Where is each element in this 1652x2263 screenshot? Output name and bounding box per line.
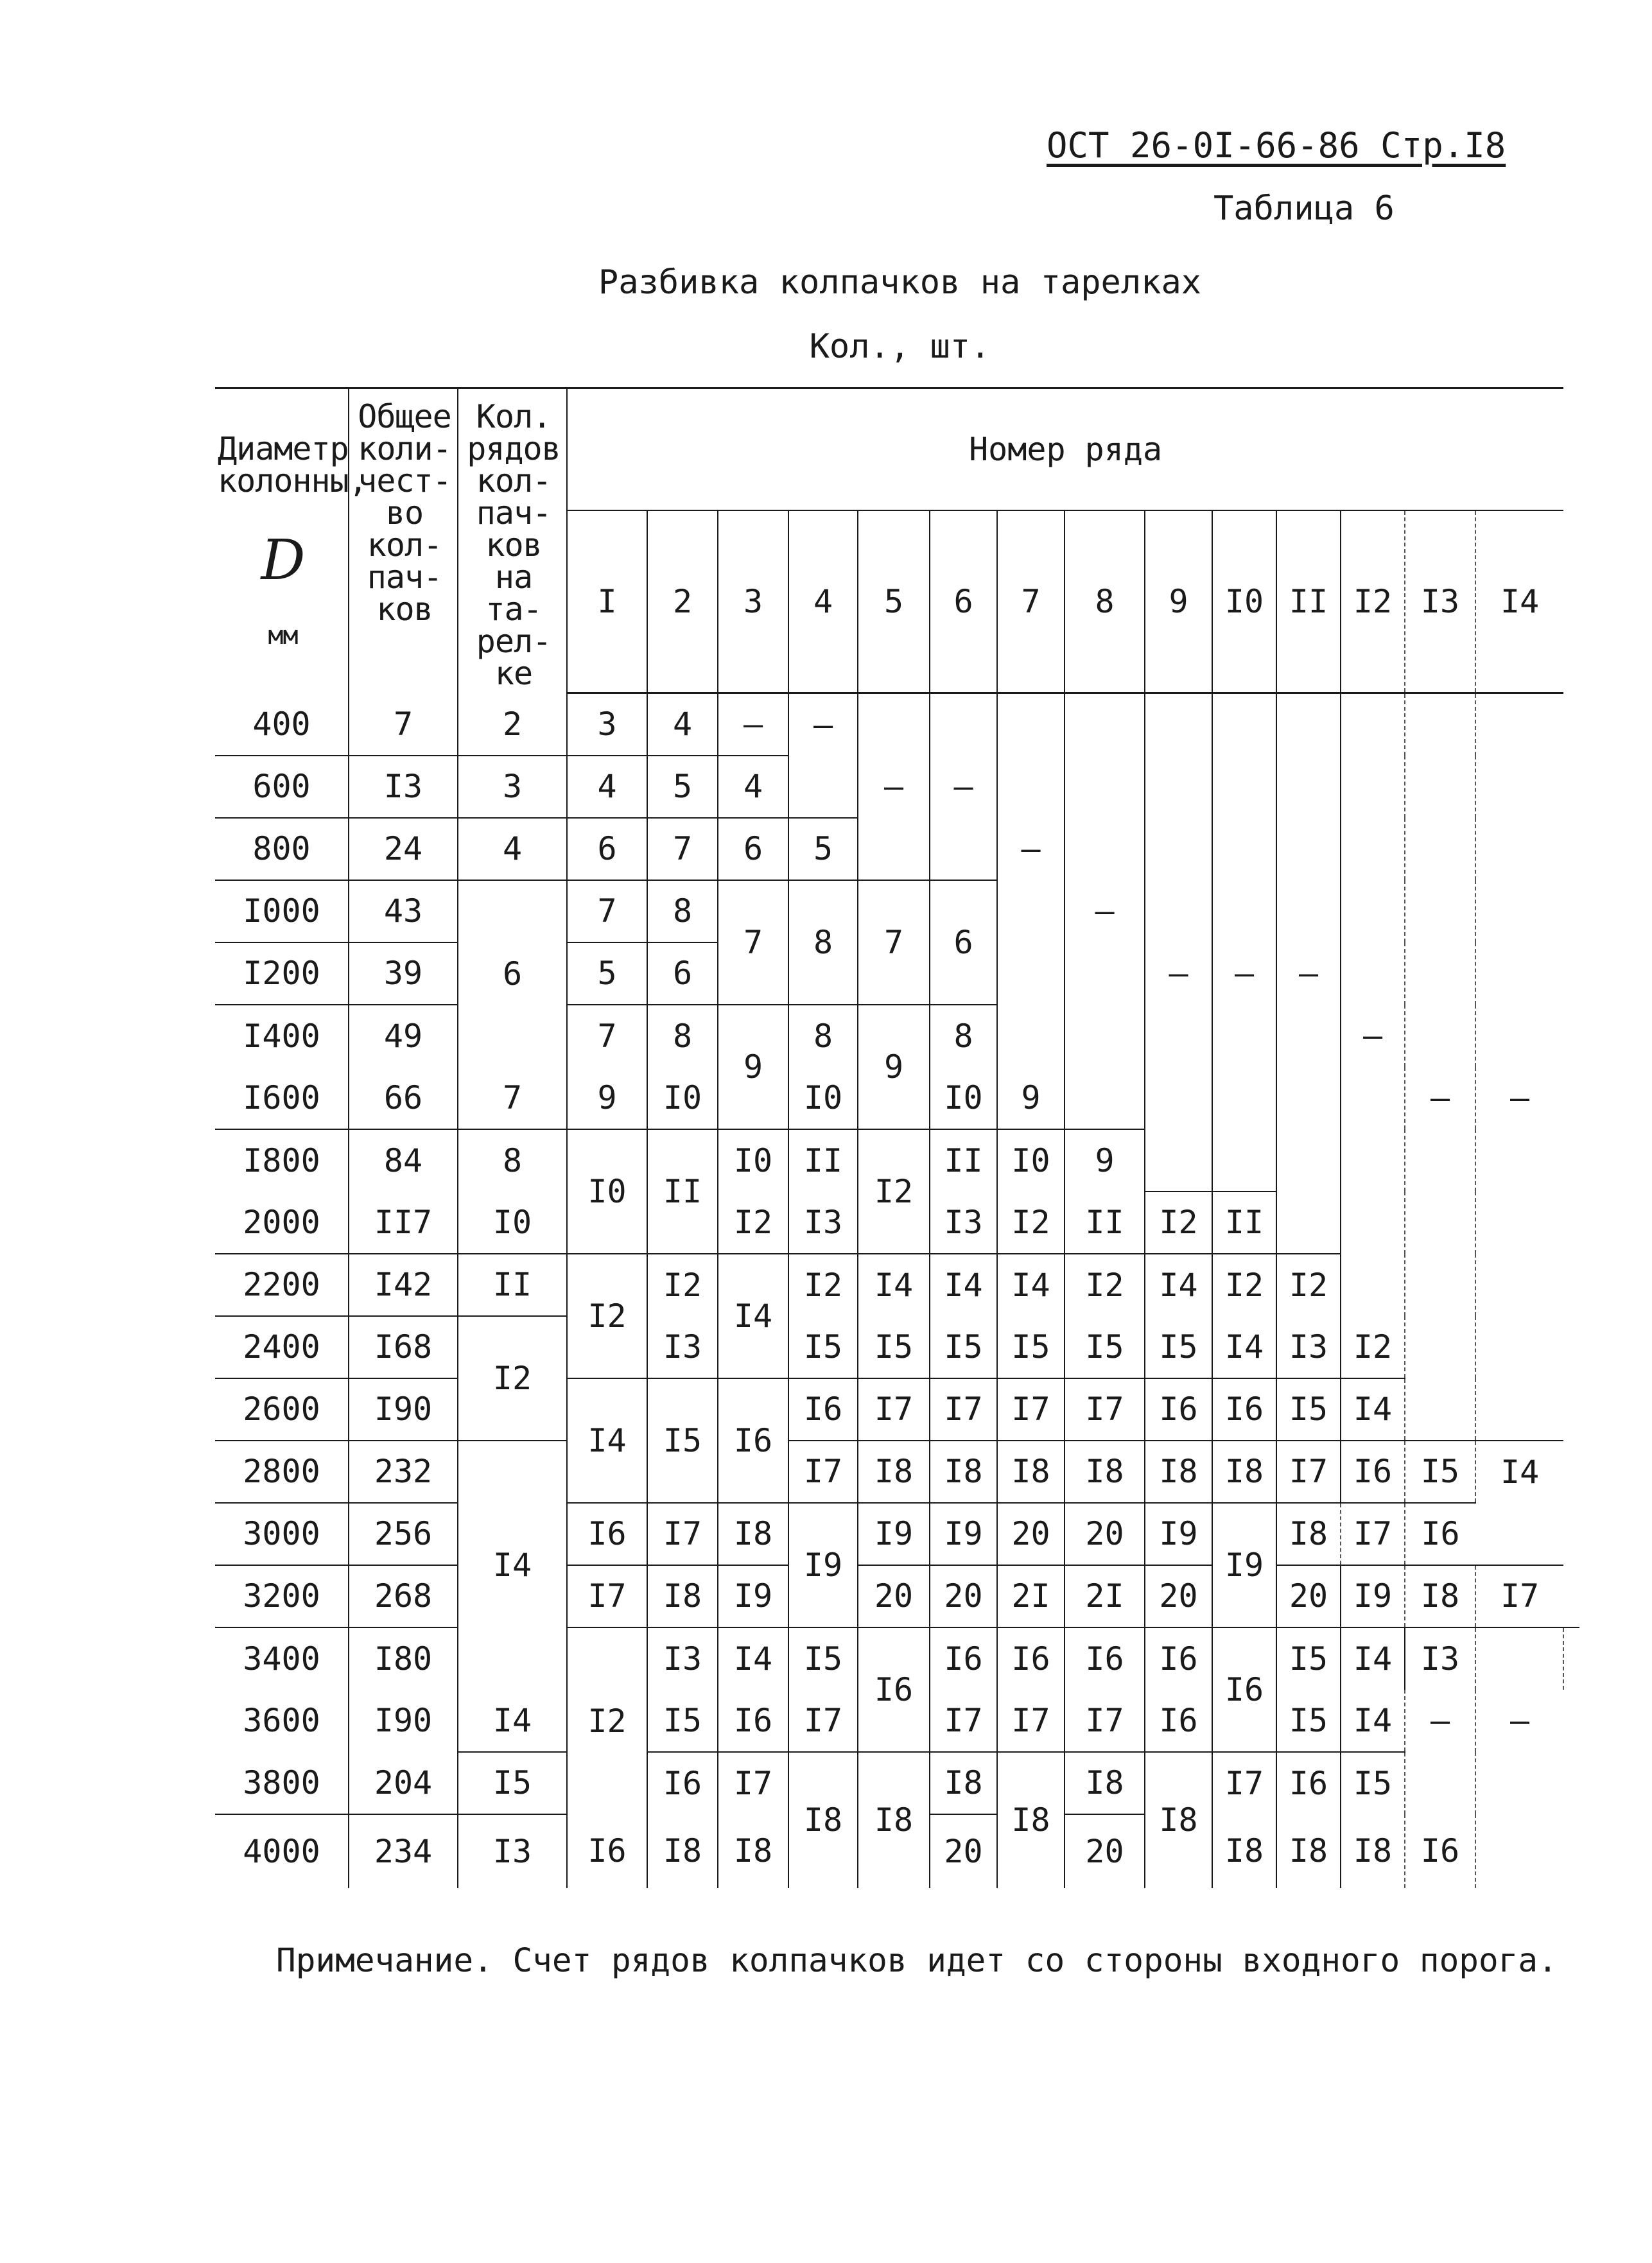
value-cell: I9: [930, 1503, 997, 1565]
value-cell: I7: [788, 1441, 858, 1503]
value-cell: I4: [997, 1254, 1065, 1316]
table-row: [215, 1752, 1579, 1814]
value-cell: I8: [1276, 1814, 1341, 1888]
value-cell: –: [1475, 1690, 1563, 1752]
table-label: Таблица 6: [1213, 189, 1395, 228]
value-cell: I6: [1276, 1752, 1341, 1814]
value-cell: I5: [997, 1316, 1065, 1378]
diameter-cell: 3800: [243, 1764, 320, 1801]
value-cell: I6: [1212, 1378, 1276, 1441]
value-cell: 4: [567, 756, 647, 818]
value-cell: 20: [1065, 1814, 1145, 1888]
table-row: [215, 1441, 1579, 1503]
total-cell: II7: [349, 1192, 458, 1254]
diameter-cell: 4000: [215, 1814, 349, 1888]
diameter-cell: 2400: [215, 1316, 349, 1378]
row-number-5: 5: [858, 510, 930, 693]
value-cell: –: [1065, 880, 1145, 942]
total-cell: I90: [349, 1378, 458, 1441]
value-cell: 4: [647, 693, 718, 756]
header-diameter-label: Диаметр колонны,: [218, 430, 367, 499]
row-number-10: I0: [1212, 510, 1276, 693]
value-cell: I0: [930, 1067, 997, 1129]
value-cell: I8: [1065, 1752, 1145, 1814]
value-cell: 7: [718, 880, 788, 1005]
value-cell: II: [930, 1129, 997, 1192]
value-cell: I4: [1341, 1378, 1405, 1441]
value-cell: 20: [1065, 1503, 1145, 1565]
header-total-caps: Общее коли- чест- во кол- пач- ков: [349, 388, 458, 693]
value-cell: 5: [788, 818, 858, 880]
value-cell: 2I: [1065, 1565, 1145, 1627]
value-cell: 9: [1065, 1129, 1145, 1192]
value-cell: II: [788, 1129, 858, 1192]
table-row: [215, 1316, 1579, 1378]
row-number-4: 4: [788, 510, 858, 693]
row-count-cell: I3: [458, 1814, 567, 1888]
value-cell: 2I: [997, 1565, 1065, 1627]
value-cell: 6: [718, 818, 788, 880]
value-cell: I8: [1212, 1441, 1276, 1503]
value-cell: I5: [930, 1316, 997, 1378]
value-cell: I9: [858, 1503, 930, 1565]
header-row-number: Номер ряда: [567, 388, 1563, 510]
value-cell: 7: [647, 818, 718, 880]
value-cell: I9: [718, 1565, 788, 1627]
value-cell: I0: [788, 1067, 858, 1129]
diameter-cell: 800: [215, 818, 349, 880]
value-cell: I2: [788, 1254, 858, 1316]
row-count-cell: 7: [458, 1067, 567, 1129]
value-cell: I5: [1145, 1316, 1212, 1378]
document-code: ОСТ 26-0I-66-86 Стр.I8: [1047, 125, 1506, 166]
value-cell: 7: [567, 1005, 647, 1067]
table-row: [215, 1378, 1579, 1441]
row-count-cell: 3: [458, 756, 567, 818]
value-cell: I7: [718, 1752, 788, 1814]
header-row-count: Кол. рядов кол- пач- ков на та- рел- ке: [458, 388, 567, 693]
value-cell: 20: [1276, 1565, 1341, 1627]
row-count-cell: I0: [458, 1192, 567, 1254]
table-row: [215, 1627, 1579, 1690]
diameter-cell: 2200: [215, 1254, 349, 1316]
total-cell: 84: [349, 1129, 458, 1192]
value-cell: I7: [997, 1378, 1065, 1441]
value-cell: –: [858, 756, 930, 818]
value-cell: –: [788, 693, 858, 756]
value-cell: I6: [1405, 1503, 1475, 1565]
value-cell: I0: [997, 1129, 1065, 1192]
total-cell: 66: [349, 1067, 458, 1129]
total-cell: 24: [349, 818, 458, 880]
value-cell: I7: [1065, 1378, 1145, 1441]
value-cell: I5: [1341, 1752, 1405, 1814]
value-cell: I7: [567, 1565, 647, 1627]
value-cell: –: [1145, 942, 1212, 1005]
value-cell: I6: [1405, 1814, 1475, 1888]
value-cell: I2: [1276, 1254, 1341, 1316]
value-cell: I3: [930, 1192, 997, 1254]
value-cell: I0: [567, 1129, 647, 1254]
value-cell: I8: [718, 1814, 788, 1888]
bubble-cap-table: [215, 387, 1579, 1888]
value-cell: I7: [788, 1690, 858, 1752]
value-cell: I3: [647, 1627, 718, 1690]
value-cell: I8: [858, 1752, 930, 1888]
total-cell: 39: [349, 942, 458, 1005]
header-diameter-symbol: D: [261, 528, 305, 593]
row-count-cell: I2: [567, 1627, 647, 1814]
value-cell: I5: [647, 1378, 718, 1503]
header-diameter: [215, 388, 367, 693]
value-cell: I4: [567, 1378, 647, 1503]
value-cell: I5: [1405, 1441, 1475, 1503]
table-subtitle: Кол., шт.: [809, 327, 991, 366]
value-cell: I5: [647, 1690, 718, 1752]
value-cell: –: [1341, 1005, 1405, 1067]
value-cell: I8: [1341, 1814, 1405, 1888]
value-cell: I4: [458, 1690, 567, 1752]
value-cell: I8: [647, 1565, 718, 1627]
diameter-cell: 2600: [215, 1378, 349, 1441]
total-cell: 204: [349, 1752, 458, 1814]
value-cell: I9: [788, 1503, 858, 1627]
row-number-8: 8: [1065, 510, 1145, 693]
value-cell: I8: [647, 1814, 718, 1888]
row-number-11: II: [1276, 510, 1341, 693]
value-cell: II: [647, 1129, 718, 1254]
value-cell: I6: [567, 1503, 647, 1565]
value-cell: I8: [718, 1503, 788, 1565]
value-cell: I8: [1145, 1441, 1212, 1503]
value-cell: 20: [930, 1814, 997, 1888]
value-cell: I4: [1212, 1316, 1276, 1378]
total-cell: 7: [349, 693, 458, 756]
value-cell: 20: [858, 1565, 930, 1627]
value-cell: I2: [718, 1192, 788, 1254]
value-cell: I6: [930, 1627, 997, 1690]
total-cell: 234: [349, 1814, 458, 1888]
row-count-cell: 8: [458, 1129, 567, 1192]
total-cell: 256: [349, 1503, 458, 1565]
value-cell: I7: [930, 1378, 997, 1441]
total-cell: I68: [349, 1316, 458, 1378]
diameter-cell: I000: [215, 880, 349, 942]
value-cell: I4: [930, 1254, 997, 1316]
value-cell: I8: [1065, 1441, 1145, 1503]
value-cell: I7: [1475, 1565, 1563, 1627]
diameter-cell: I800: [215, 1129, 349, 1192]
table-row: [215, 1503, 1579, 1565]
table-title: Разбивка колпачков на тарелках: [598, 263, 1202, 302]
value-cell: I4: [718, 1627, 788, 1690]
diameter-cell: 2800: [215, 1441, 349, 1503]
table-row: [215, 693, 1579, 756]
value-cell: I2: [858, 1129, 930, 1254]
value-cell: I3: [647, 1316, 718, 1378]
value-cell: I0: [718, 1129, 788, 1192]
value-cell: I3: [788, 1192, 858, 1254]
value-cell: 5: [647, 756, 718, 818]
row-count-cell: I4: [458, 1441, 567, 1690]
row-number-9: 9: [1145, 510, 1212, 693]
value-cell: I2: [997, 1192, 1065, 1254]
value-cell: I6: [1145, 1378, 1212, 1441]
value-cell: I2: [1145, 1192, 1212, 1254]
value-cell: I7: [647, 1503, 718, 1565]
value-cell: I4: [1341, 1690, 1405, 1752]
value-cell: I5: [788, 1627, 858, 1690]
value-cell: I8: [1212, 1814, 1276, 1888]
value-cell: I2: [1212, 1254, 1276, 1316]
value-cell: I6: [567, 1814, 647, 1888]
value-cell: I3: [1405, 1627, 1475, 1690]
diameter-cell: 3200: [215, 1565, 349, 1627]
value-cell: 9: [997, 1067, 1065, 1129]
total-cell: I3: [349, 756, 458, 818]
diameter-cell: 400: [252, 705, 311, 743]
row-number-2: 2: [647, 510, 718, 693]
table-row: [215, 1254, 1579, 1316]
value-cell: I7: [1276, 1441, 1341, 1503]
value-cell: I2: [1065, 1254, 1145, 1316]
row-number-14: I4: [1475, 510, 1563, 693]
value-cell: I4: [858, 1254, 930, 1316]
value-cell: 9: [718, 1005, 788, 1129]
value-cell: 8: [788, 880, 858, 1005]
value-cell: I8: [858, 1441, 930, 1503]
value-cell: 8: [788, 1005, 858, 1067]
value-cell: I7: [997, 1690, 1065, 1752]
value-cell: –: [1212, 942, 1276, 1005]
value-cell: I4: [1341, 1627, 1405, 1690]
value-cell: I8: [997, 1752, 1065, 1888]
table-row: [215, 756, 1579, 818]
value-cell: I9: [1212, 1503, 1276, 1627]
value-cell: I4: [718, 1254, 788, 1378]
total-cell: 43: [349, 880, 458, 942]
value-cell: I5: [858, 1316, 930, 1378]
table-row: [215, 1005, 1579, 1067]
value-cell: 9: [567, 1067, 647, 1129]
value-cell: –: [930, 756, 997, 818]
value-cell: 20: [997, 1503, 1065, 1565]
diameter-cell: I400: [215, 1005, 349, 1067]
value-cell: 20: [1145, 1565, 1212, 1627]
diameter-cell: 3000: [215, 1503, 349, 1565]
value-cell: I5: [458, 1752, 567, 1814]
value-cell: I0: [647, 1067, 718, 1129]
value-cell: I6: [647, 1752, 718, 1814]
value-cell: I8: [1145, 1752, 1212, 1888]
value-cell: 6: [567, 818, 647, 880]
value-cell: I5: [1276, 1690, 1341, 1752]
value-cell: –: [1405, 1067, 1475, 1129]
value-cell: –: [1475, 1067, 1563, 1129]
table-row: [215, 1565, 1579, 1627]
table-row: [215, 880, 1579, 942]
diameter-cell: I600: [243, 1079, 320, 1116]
diameter-cell: I200: [215, 942, 349, 1005]
value-cell: I3: [1276, 1316, 1341, 1378]
value-cell: 6: [647, 942, 718, 1005]
value-cell: I7: [1341, 1503, 1405, 1565]
diameter-cell: 3400: [215, 1627, 349, 1690]
value-cell: 3: [567, 693, 647, 756]
value-cell: 7: [567, 880, 647, 942]
table-row: [215, 818, 1579, 880]
value-cell: I7: [1212, 1752, 1276, 1814]
total-cell: I90: [349, 1690, 458, 1752]
diameter-cell: 600: [215, 756, 349, 818]
row-number-1: I: [567, 510, 647, 693]
value-cell: II: [1065, 1192, 1145, 1254]
value-cell: I6: [718, 1690, 788, 1752]
value-cell: I8: [1276, 1503, 1341, 1565]
total-cell: 268: [349, 1565, 458, 1627]
value-cell: I5: [788, 1316, 858, 1378]
value-cell: 4: [718, 756, 788, 818]
value-cell: I6: [788, 1378, 858, 1441]
row-number-13: I3: [1405, 510, 1475, 693]
value-cell: I6: [858, 1627, 930, 1752]
row-count-cell: I2: [458, 1316, 567, 1441]
header-diameter-unit: мм: [268, 621, 298, 650]
value-cell: I2: [1341, 1316, 1405, 1378]
value-cell: I6: [1065, 1627, 1145, 1690]
value-cell: I9: [1145, 1503, 1212, 1565]
value-cell: I8: [930, 1441, 997, 1503]
value-cell: I7: [858, 1378, 930, 1441]
value-cell: I8: [930, 1752, 997, 1814]
row-number-7: 7: [997, 510, 1065, 693]
value-cell: I6: [718, 1378, 788, 1503]
value-cell: 8: [930, 1005, 997, 1067]
row-count-cell: 6: [458, 880, 567, 1067]
value-cell: 8: [647, 880, 718, 942]
value-cell: I4: [1475, 1441, 1563, 1503]
value-cell: I5: [1065, 1316, 1145, 1378]
diameter-cell: 2000: [243, 1203, 320, 1241]
row-number-12: I2: [1341, 510, 1405, 693]
value-cell: 9: [858, 1005, 930, 1129]
row-number-6: 6: [930, 510, 997, 693]
value-cell: –: [718, 693, 788, 756]
value-cell: I6: [1212, 1627, 1276, 1752]
total-cell: 232: [349, 1441, 458, 1503]
value-cell: I5: [1276, 1378, 1341, 1441]
diameter-cell: 3600: [243, 1702, 320, 1739]
row-count-cell: 2: [458, 693, 567, 756]
value-cell: I6: [1145, 1690, 1212, 1752]
value-cell: I8: [788, 1752, 858, 1888]
value-cell: –: [1405, 1690, 1475, 1752]
value-cell: 8: [647, 1005, 718, 1067]
value-cell: I8: [997, 1441, 1065, 1503]
value-cell: 7: [858, 880, 930, 1005]
total-cell: I42: [349, 1254, 458, 1316]
total-cell: 49: [349, 1005, 458, 1067]
value-cell: I2: [567, 1254, 647, 1378]
row-count-cell: II: [458, 1254, 567, 1316]
value-cell: I6: [1341, 1441, 1405, 1503]
row-count-cell: 4: [458, 818, 567, 880]
table-row: [215, 1129, 1579, 1192]
value-cell: I7: [1065, 1690, 1145, 1752]
table-note: Примечание. Счет рядов колпачков идет со стороны входного порога.: [276, 1942, 1558, 1980]
value-cell: –: [997, 818, 1065, 880]
value-cell: I6: [997, 1627, 1065, 1690]
row-number-3: 3: [718, 510, 788, 693]
value-cell: I8: [1405, 1565, 1475, 1627]
value-cell: I9: [1341, 1565, 1405, 1627]
value-cell: 5: [567, 942, 647, 1005]
value-cell: I2: [647, 1254, 718, 1316]
value-cell: –: [1276, 942, 1341, 1005]
value-cell: I5: [1276, 1627, 1341, 1690]
value-cell: I7: [930, 1690, 997, 1752]
value-cell: II: [1212, 1192, 1276, 1254]
value-cell: 20: [930, 1565, 997, 1627]
value-cell: I4: [1145, 1254, 1212, 1316]
total-cell: I80: [349, 1627, 458, 1690]
value-cell: 6: [930, 880, 997, 1005]
value-cell: I6: [1145, 1627, 1212, 1690]
